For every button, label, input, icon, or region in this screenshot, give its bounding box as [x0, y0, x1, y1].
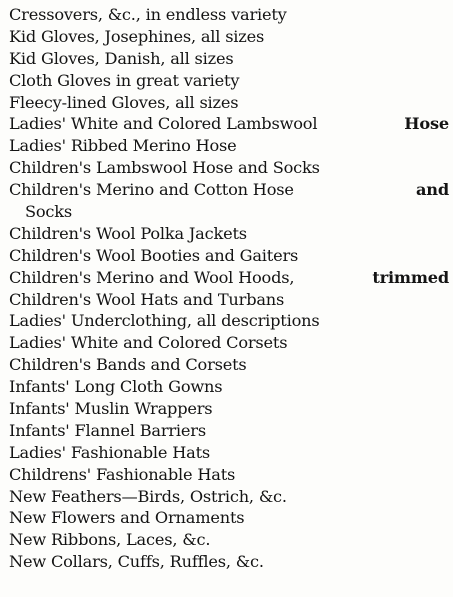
list-item: Children's Bands and Corsets	[9, 355, 247, 375]
list-item	[9, 113, 449, 135]
list-item: Infants' Muslin Wrappers	[9, 399, 213, 419]
list-item: Children's Wool Polka Jackets	[9, 223, 247, 243]
list-item: Cressovers, &c., in endless variety	[9, 5, 287, 24]
list-item: Infants' Flannel Barriers	[9, 420, 206, 440]
list-item-text: Children's Merino and Cotton Hose	[9, 180, 294, 200]
list-item-text: Ladies' White and Colored Lambswool	[9, 114, 318, 134]
list-item	[9, 267, 449, 289]
list-item: Ladies' Ribbed Merino Hose	[9, 136, 237, 156]
list-item-tail: trimmed	[372, 267, 449, 287]
list-item: Cloth Gloves in great variety	[9, 70, 240, 90]
list-item-tail: Hose	[404, 114, 449, 134]
list-item: Kid Gloves, Josephines, all sizes	[9, 26, 265, 46]
list-item: Infants' Long Cloth Gowns	[9, 377, 223, 397]
list-item-text: Children's Merino and Wool Hoods,	[9, 267, 295, 287]
list-item: Fleecy-lined Gloves, all sizes	[9, 92, 239, 112]
list-item: New Feathers—Birds, Ostrich, &c.	[9, 486, 287, 506]
list-item: Children's Lambswool Hose and Socks	[9, 158, 320, 178]
list-item	[9, 179, 449, 201]
list-item: Ladies' Fashionable Hats	[9, 442, 210, 462]
list-item: New Flowers and Ornaments	[9, 508, 245, 528]
list-item: Children's Wool Hats and Turbans	[9, 289, 285, 309]
list-item: Kid Gloves, Danish, all sizes	[9, 48, 234, 68]
list-item: Ladies' White and Colored Corsets	[9, 333, 288, 353]
list-item: Ladies' Underclothing, all descriptions	[9, 311, 320, 331]
list-item-continuation: Socks	[25, 202, 73, 222]
goods-list	[9, 4, 449, 573]
list-item: New Collars, Cuffs, Ruffles, &c.	[9, 552, 264, 572]
list-item-tail: and	[416, 180, 449, 200]
list-item: Children's Wool Booties and Gaiters	[9, 245, 299, 265]
list-item: New Ribbons, Laces, &c.	[9, 530, 211, 550]
list-item: Childrens' Fashionable Hats	[9, 464, 236, 484]
